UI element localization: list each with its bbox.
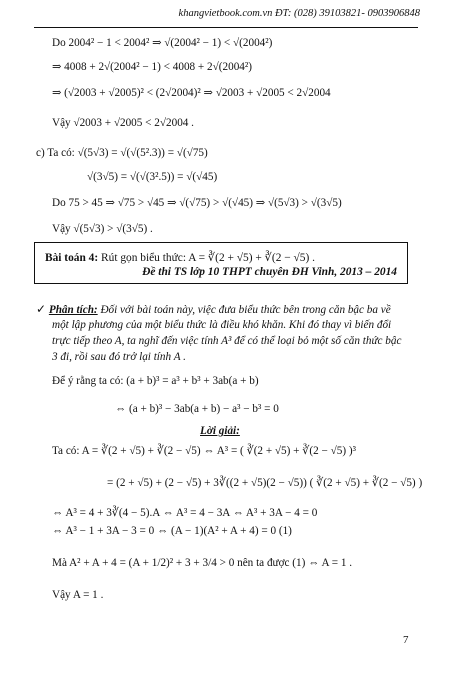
solution-line-1: Ta có: A = ∛(2 + √5) + ∛(2 − √5) ⇔ A³ = ( ∛(2 + √5) + ∛(2 − √5) )³: [52, 445, 356, 457]
problem-box: [34, 242, 408, 284]
solution-line-2: = (2 + √5) + (2 − √5) + 3∛((2 + √5)(2 − √5)) ( ∛(2 + √5) + ∛(2 − √5) ): [107, 477, 423, 489]
math-line-8: Vậy √(5√3) > √(3√5) .: [52, 223, 153, 235]
solution-label: Lời giải:: [200, 425, 240, 437]
analysis-line-2: một lập phương của một biểu thức là điều khó khăn. Khi đó thay vì biến đổi: [52, 319, 392, 331]
math-line-7: Do 75 > 45 ⇒ √75 > √45 ⇒ √(√75) > √(√45) ⇒ √(5√3) > √(3√5): [52, 197, 342, 209]
math-line-4: Vậy √2003 + √2005 < 2√2004 .: [52, 117, 194, 129]
problem-title: Bài toán 4:: [45, 252, 99, 264]
problem-text: Rút gọn biểu thức: A = ∛(2 + √5) + ∛(2 − √5) .: [101, 252, 315, 264]
page-header: khangvietbook.com.vn ĐT: (028) 39103821- 0903906848: [178, 8, 420, 19]
identity-line-1: Để ý rằng ta có: (a + b)³ = a³ + b³ + 3ab(a + b): [52, 375, 259, 387]
solution-line-4: ⇔ A³ − 1 + 3A − 3 = 0 ⇔ (A − 1)(A² + A + 4) = 0 (1): [52, 525, 292, 537]
analysis-label: Phân tích:: [48, 304, 98, 316]
identity-line-2: ⇔ (a + b)³ − 3ab(a + b) − a³ − b³ = 0: [115, 403, 279, 415]
math-line-3: ⇒ (√2003 + √2005)² < (2√2004)² ⇒ √2003 + √2005 < 2√2004: [52, 87, 331, 99]
math-line-5: c) Ta có: √(5√3) = √(√(5².3)) = √(√75): [36, 147, 208, 159]
solution-line-6: Vậy A = 1 .: [52, 589, 104, 601]
checkmark-icon: ✓: [36, 302, 47, 316]
analysis-line-4: 3 đi, rồi sau đó trở lại tính A .: [52, 351, 186, 363]
analysis-line-1: [36, 302, 391, 317]
solution-line-5: Mà A² + A + 4 = (A + 1/2)² + 3 + 3/4 > 0 nên ta được (1) ⇔ A = 1 .: [52, 557, 353, 569]
math-line-1: Do 2004² − 1 < 2004² ⇒ √(2004² − 1) < √(2004²): [52, 37, 273, 49]
math-line-2: ⇒ 4008 + 2√(2004² − 1) < 4008 + 2√(2004²): [52, 61, 252, 73]
solution-line-3: ⇔ A³ = 4 + 3∛(4 − 5).A ⇔ A³ = 4 − 3A ⇔ A³ + 3A − 4 = 0: [52, 507, 318, 519]
analysis-line-3: trực tiếp theo A, ta nghĩ đến việc tính A³ để có thể loại bỏ một số căn thức bậc: [52, 335, 402, 347]
analysis-text-1: Đối với bài toán này, việc đưa biểu thức bên trong căn bậc ba về: [100, 304, 391, 316]
header-rule: [34, 27, 418, 28]
page-number: 7: [403, 634, 409, 646]
problem-statement: [45, 250, 315, 264]
math-line-6: √(3√5) = √(√(3².5)) = √(√45): [87, 171, 218, 183]
problem-source: Đề thi TS lớp 10 THPT chuyên ĐH Vinh, 2013 – 2014: [142, 266, 397, 278]
